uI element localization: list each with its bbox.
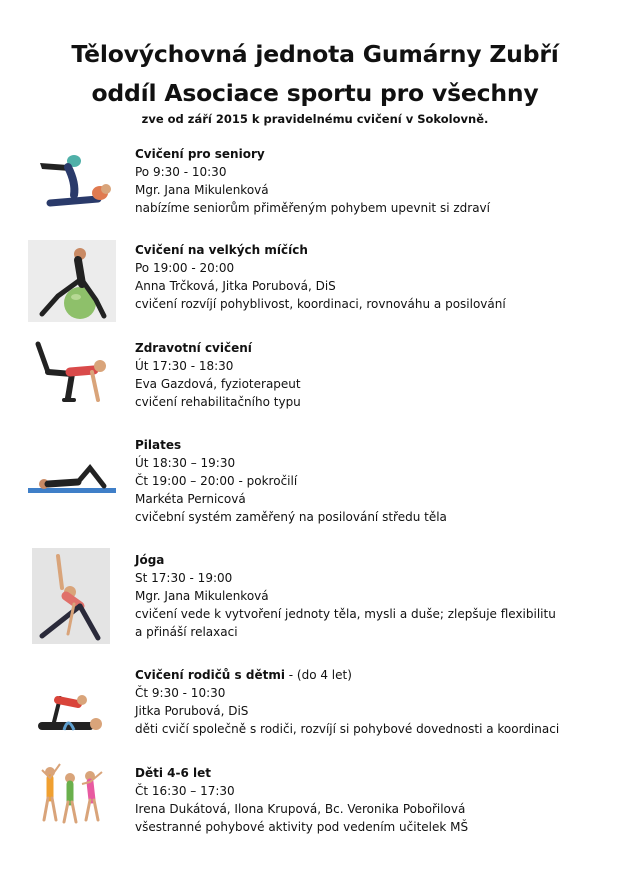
section-time: Čt 16:30 – 17:30	[135, 784, 235, 798]
section-seniors	[135, 145, 490, 217]
section-time: Út 18:30 – 19:30	[135, 456, 236, 470]
page-title-line1: Tělovýchovná jednota Gumárny Zubří	[71, 40, 559, 68]
section-instructor: Anna Trčková, Jitka Porubová, DiS	[135, 279, 336, 293]
section-time: Po 9:30 - 10:30	[135, 165, 227, 179]
page-title-line2: oddíl Asociace sportu pro všechny	[91, 79, 539, 107]
section-big-balls	[135, 241, 506, 313]
section-heading: Děti 4-6 let	[135, 766, 211, 780]
section-description-cont: a přináší relaxaci	[135, 625, 238, 639]
section-kids-4-6	[135, 764, 468, 836]
yoga-icon	[32, 548, 110, 644]
kids-dancing-icon	[36, 758, 106, 826]
section-description: cvičební systém zaměřený na posilování středu těla	[135, 510, 447, 524]
section-description: nabízíme seniorům přiměřeným pohybem upevnit si zdraví	[135, 201, 490, 215]
section-heading-note: - (do 4 let)	[284, 668, 352, 682]
section-time: St 17:30 - 19:00	[135, 571, 233, 585]
section-instructor: Jitka Porubová, DiS	[135, 704, 249, 718]
section-heading: Pilates	[135, 438, 182, 452]
section-heading: Jóga	[135, 553, 165, 567]
section-description: cvičení vede k vytvoření jednoty těla, mysli a duše; zlepšuje flexibilitu	[135, 607, 556, 621]
senior-exercise-icon	[28, 153, 116, 211]
section-description: cvičení rehabilitačního typu	[135, 395, 301, 409]
section-heading: Cvičení na velkých míčích	[135, 243, 308, 257]
section-heading: Cvičení pro seniory	[135, 147, 265, 161]
section-time: Út 17:30 - 18:30	[135, 359, 234, 373]
pilates-icon	[28, 460, 116, 496]
section-pilates	[135, 436, 447, 526]
section-description: cvičení rozvíjí pohyblivost, koordinaci, rovnováhu a posilování	[135, 297, 506, 311]
parents-children-icon	[34, 686, 106, 736]
section-heading: Zdravotní cvičení	[135, 341, 252, 355]
section-yoga	[135, 551, 556, 641]
section-instructor: Irena Dukátová, Ilona Krupová, Bc. Veronika Pobořilová	[135, 802, 466, 816]
section-instructor: Markéta Pernicová	[135, 492, 246, 506]
section-time: Po 19:00 - 20:00	[135, 261, 235, 275]
health-exercise-icon	[28, 338, 116, 414]
section-description: všestranné pohybové aktivity pod vedením učitelek MŠ	[135, 820, 469, 834]
section-instructor: Eva Gazdová, fyzioterapeut	[135, 377, 301, 391]
section-time: Čt 9:30 - 10:30	[135, 686, 226, 700]
section-parents-children	[135, 666, 559, 738]
section-time-advanced: Čt 19:00 – 20:00 - pokročilí	[135, 474, 298, 488]
section-instructor: Mgr. Jana Mikulenková	[135, 183, 269, 197]
section-heading	[135, 666, 559, 684]
page-subtitle: zve od září 2015 k pravidelnému cvičení v Sokolovně.	[141, 112, 489, 126]
exercise-ball-icon	[28, 240, 116, 322]
section-instructor: Mgr. Jana Mikulenková	[135, 589, 269, 603]
section-description: děti cvičí společně s rodiči, rozvíjí si pohybové dovednosti a koordinaci	[135, 722, 560, 736]
section-heading-text: Cvičení rodičů s dětmi	[135, 668, 285, 682]
section-health	[135, 339, 301, 411]
